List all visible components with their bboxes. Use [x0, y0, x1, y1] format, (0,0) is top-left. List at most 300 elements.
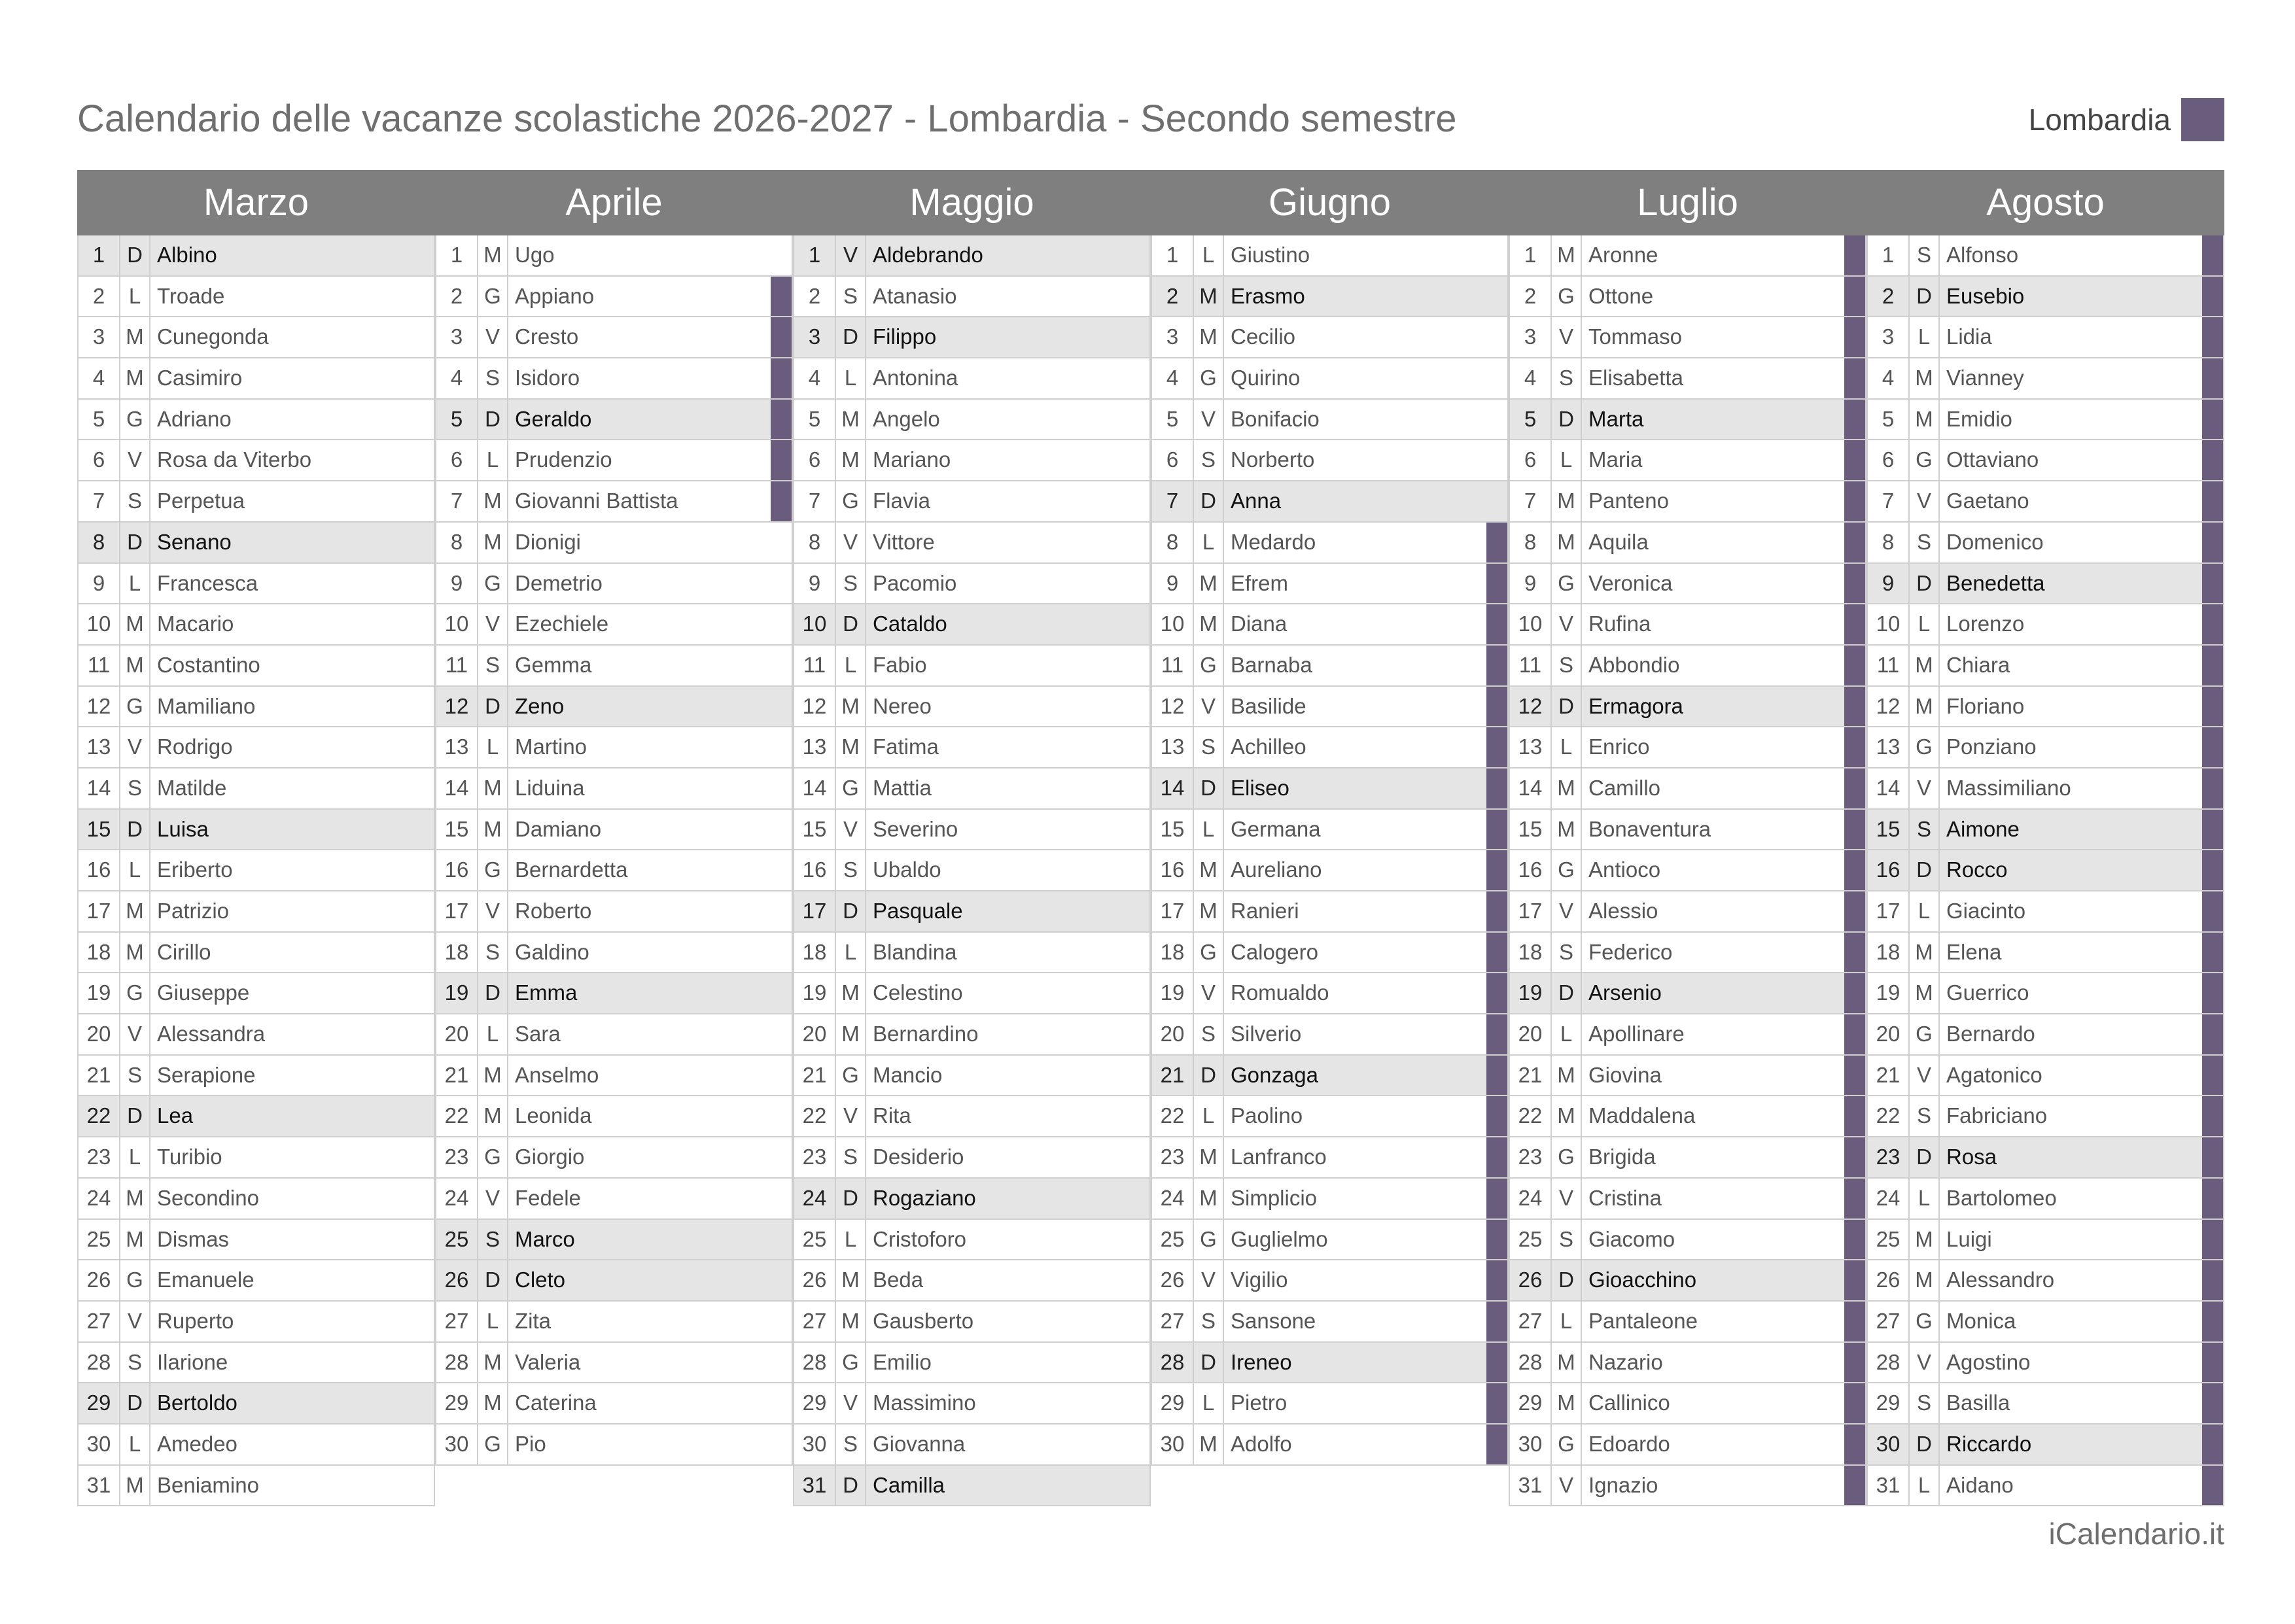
day-number: 30 [436, 1425, 478, 1464]
weekday-letter: L [1194, 1096, 1224, 1136]
day-number: 24 [436, 1179, 478, 1218]
saint-name: Basilide [1231, 693, 1306, 718]
saint-name: Ireneo [1231, 1349, 1292, 1374]
weekday-letter: L [120, 277, 150, 317]
day-row [1151, 810, 1509, 851]
day-row [1151, 523, 1509, 564]
day-number: 29 [1152, 1383, 1194, 1423]
weekday-letter: S [1910, 235, 1940, 275]
day-number: 13 [1152, 727, 1194, 767]
day-row [1866, 1425, 2224, 1466]
weekday-letter: S [1194, 1014, 1224, 1054]
day-row [1509, 523, 1866, 564]
weekday-letter: M [120, 1466, 150, 1506]
day-number: 4 [1868, 358, 1910, 398]
day-number: 5 [436, 400, 478, 440]
day-number: 26 [1152, 1260, 1194, 1300]
day-row [793, 1383, 1151, 1425]
saint-name: Ottone [1588, 283, 1654, 308]
day-number: 12 [1510, 687, 1552, 727]
saint-name: Francesca [157, 570, 258, 595]
day-row [435, 1014, 793, 1056]
weekday-letter: D [836, 1466, 866, 1506]
weekday-letter: M [1194, 604, 1224, 644]
day-row [435, 973, 793, 1014]
day-number: 16 [1152, 850, 1194, 890]
weekday-letter: D [1910, 277, 1940, 317]
weekday-letter: S [120, 1056, 150, 1096]
day-number: 27 [1152, 1302, 1194, 1341]
saint-name: Zeno [515, 693, 565, 718]
day-row [1509, 1137, 1866, 1179]
vacation-marker [2202, 1260, 2223, 1300]
day-row [1866, 1343, 2224, 1384]
weekday-letter: D [1194, 1056, 1224, 1096]
weekday-letter: V [1910, 1343, 1940, 1383]
day-number: 18 [79, 933, 120, 973]
weekday-letter: M [836, 400, 866, 440]
weekday-letter: L [1552, 727, 1582, 767]
day-row [1509, 564, 1866, 605]
day-row [1151, 973, 1509, 1014]
vacation-marker [1844, 317, 1865, 357]
saint-name: Ranieri [1231, 899, 1299, 923]
vacation-marker [1486, 523, 1507, 562]
day-number: 21 [1868, 1056, 1910, 1096]
saint-name: Leonida [515, 1103, 592, 1128]
day-number: 21 [1152, 1056, 1194, 1096]
weekday-letter: D [1910, 564, 1940, 604]
weekday-letter: S [120, 769, 150, 808]
day-number: 8 [1510, 523, 1552, 562]
vacation-marker [1844, 277, 1865, 317]
weekday-letter: M [1194, 1425, 1224, 1464]
day-number: 8 [1868, 523, 1910, 562]
saint-name: Guglielmo [1231, 1226, 1328, 1251]
weekday-letter: G [1552, 1137, 1582, 1177]
weekday-letter: D [1552, 687, 1582, 727]
day-number: 29 [436, 1383, 478, 1423]
day-row [435, 891, 793, 933]
day-number: 27 [794, 1302, 836, 1341]
saint-name: Secondino [157, 1185, 259, 1210]
day-number: 2 [1510, 277, 1552, 317]
saint-name: Fabriciano [1946, 1103, 2048, 1128]
vacation-marker [2202, 440, 2223, 480]
saint-name: Alessio [1588, 899, 1658, 923]
day-row [1151, 358, 1509, 400]
day-number: 25 [436, 1220, 478, 1260]
month-header: Giugno [1151, 170, 1509, 235]
weekday-letter: S [1194, 727, 1224, 767]
saint-name: Cristoforo [873, 1226, 967, 1251]
day-number: 7 [794, 481, 836, 521]
day-row [793, 973, 1151, 1014]
weekday-letter: M [1552, 523, 1582, 562]
saint-name: Elisabetta [1588, 366, 1683, 390]
saint-name: Demetrio [515, 570, 603, 595]
vacation-marker [2202, 564, 2223, 604]
saint-name: Pio [515, 1431, 546, 1456]
weekday-letter: M [836, 1014, 866, 1054]
day-row [77, 235, 435, 277]
day-number: 2 [436, 277, 478, 317]
day-row [77, 358, 435, 400]
vacation-marker [2202, 1096, 2223, 1136]
vacation-marker [2202, 1137, 2223, 1177]
weekday-letter: M [120, 604, 150, 644]
day-row [435, 933, 793, 974]
vacation-marker [1844, 933, 1865, 973]
weekday-letter: V [1194, 687, 1224, 727]
day-number: 4 [794, 358, 836, 398]
saint-name: Adolfo [1231, 1431, 1292, 1456]
weekday-letter: M [836, 1260, 866, 1300]
saint-name: Rosa da Viterbo [157, 447, 312, 472]
weekday-letter: M [120, 646, 150, 685]
day-number: 19 [794, 973, 836, 1013]
month-header: Aprile [435, 170, 793, 235]
day-row [1509, 933, 1866, 974]
saint-name: Serapione [157, 1062, 256, 1087]
weekday-letter: L [478, 727, 508, 767]
saint-name: Edoardo [1588, 1431, 1670, 1456]
day-number: 10 [794, 604, 836, 644]
saint-name: Gaetano [1946, 489, 2029, 513]
weekday-letter: M [478, 481, 508, 521]
day-row [435, 277, 793, 318]
day-row [1866, 933, 2224, 974]
saint-name: Ubaldo [873, 857, 941, 882]
day-number: 1 [436, 235, 478, 275]
weekday-letter: G [836, 769, 866, 808]
vacation-marker [1844, 769, 1865, 808]
day-row [1866, 1383, 2224, 1425]
weekday-letter: M [1194, 277, 1224, 317]
day-row [793, 358, 1151, 400]
day-row [1866, 1056, 2224, 1097]
weekday-letter: G [1910, 1014, 1940, 1054]
vacation-marker [1844, 481, 1865, 521]
weekday-letter: S [1552, 358, 1582, 398]
day-number: 17 [1868, 891, 1910, 931]
vacation-marker [1486, 810, 1507, 850]
saint-name: Basilla [1946, 1391, 2010, 1415]
day-row [77, 1343, 435, 1384]
day-number: 21 [794, 1056, 836, 1096]
day-number: 12 [1868, 687, 1910, 727]
vacation-marker [2202, 523, 2223, 562]
saint-name: Federico [1588, 939, 1673, 964]
weekday-letter: D [836, 891, 866, 931]
weekday-letter: V [1194, 400, 1224, 440]
day-row [1151, 481, 1509, 523]
day-row [435, 810, 793, 851]
saint-name: Aimone [1946, 816, 2020, 841]
saint-name: Zita [515, 1308, 552, 1333]
day-row [793, 1302, 1151, 1343]
weekday-letter: S [836, 277, 866, 317]
day-number: 24 [794, 1179, 836, 1218]
weekday-letter: V [836, 810, 866, 850]
saint-name: Cirillo [157, 939, 211, 964]
day-row [1509, 277, 1866, 318]
day-row [77, 1137, 435, 1179]
vacation-marker [1486, 891, 1507, 931]
day-row [1509, 1302, 1866, 1343]
weekday-letter: L [1910, 317, 1940, 357]
day-row [77, 1466, 435, 1507]
saint-name: Dismas [157, 1226, 230, 1251]
saint-name: Severino [873, 816, 958, 841]
saint-name: Lanfranco [1231, 1145, 1327, 1169]
day-row [1151, 1014, 1509, 1056]
weekday-letter: M [1910, 933, 1940, 973]
vacation-marker [1844, 604, 1865, 644]
saint-name: Lorenzo [1946, 612, 2025, 636]
day-number: 18 [436, 933, 478, 973]
day-row [1151, 1260, 1509, 1302]
day-row [793, 891, 1151, 933]
weekday-letter: G [836, 481, 866, 521]
vacation-marker [1486, 973, 1507, 1013]
day-number: 19 [1510, 973, 1552, 1013]
weekday-letter: D [1194, 481, 1224, 521]
saint-name: Valeria [515, 1349, 581, 1374]
day-row [1866, 1137, 2224, 1179]
vacation-marker [2202, 235, 2223, 275]
weekday-letter: M [478, 810, 508, 850]
saint-name: Bernardo [1946, 1022, 2035, 1046]
weekday-letter: M [478, 769, 508, 808]
weekday-letter: M [1194, 564, 1224, 604]
day-number: 13 [79, 727, 120, 767]
day-number: 27 [1868, 1302, 1910, 1341]
day-row [1151, 1220, 1509, 1261]
weekday-letter: L [478, 440, 508, 480]
saint-name: Cunegonda [157, 324, 269, 349]
day-number: 8 [1152, 523, 1194, 562]
saint-name: Massimiliano [1946, 775, 2071, 800]
saint-name: Ponziano [1946, 734, 2037, 759]
saint-name: Gausberto [873, 1308, 974, 1333]
vacation-marker [2202, 1179, 2223, 1218]
day-row [1866, 523, 2224, 564]
saint-name: Medardo [1231, 529, 1316, 554]
weekday-letter: M [1194, 850, 1224, 890]
day-row [1509, 1466, 1866, 1507]
weekday-letter: V [1910, 481, 1940, 521]
day-row [77, 317, 435, 358]
day-number: 4 [1152, 358, 1194, 398]
day-number: 8 [79, 523, 120, 562]
vacation-marker [1486, 769, 1507, 808]
day-row [1509, 973, 1866, 1014]
day-row [1151, 277, 1509, 318]
day-row [1509, 604, 1866, 646]
saint-name: Diana [1231, 612, 1288, 636]
legend-label: Lombardia [2028, 103, 2171, 137]
day-number: 23 [794, 1137, 836, 1177]
calendar-grid [77, 170, 2224, 1506]
saint-name: Eriberto [157, 857, 233, 882]
day-row [793, 727, 1151, 769]
saint-name: Eliseo [1231, 775, 1289, 800]
saint-name: Aureliano [1231, 857, 1322, 882]
vacation-marker [1486, 604, 1507, 644]
day-row [1151, 400, 1509, 441]
saint-name: Dionigi [515, 529, 581, 554]
weekday-letter: L [1194, 523, 1224, 562]
day-number: 26 [794, 1260, 836, 1300]
weekday-letter: G [120, 1260, 150, 1300]
weekday-letter: S [1552, 933, 1582, 973]
month-column [1151, 170, 1509, 1506]
month-column [77, 170, 435, 1506]
day-row [77, 891, 435, 933]
weekday-letter: M [836, 727, 866, 767]
weekday-letter: M [1194, 317, 1224, 357]
saint-name: Massimino [873, 1391, 976, 1415]
vacation-marker [2202, 1014, 2223, 1054]
day-row [1509, 810, 1866, 851]
day-row [1866, 1466, 2224, 1507]
weekday-letter: V [1910, 769, 1940, 808]
day-number: 15 [79, 810, 120, 850]
weekday-letter: S [478, 933, 508, 973]
vacation-marker [1844, 850, 1865, 890]
vacation-marker [1486, 933, 1507, 973]
vacation-marker [1844, 891, 1865, 931]
vacation-marker [1844, 1137, 1865, 1177]
weekday-letter: L [478, 1302, 508, 1341]
day-row [77, 687, 435, 728]
weekday-letter: M [120, 358, 150, 398]
weekday-letter: D [478, 1260, 508, 1300]
weekday-letter: S [1910, 810, 1940, 850]
weekday-letter: D [836, 1179, 866, 1218]
day-number: 23 [436, 1137, 478, 1177]
weekday-letter: S [836, 1425, 866, 1464]
day-row [793, 850, 1151, 891]
vacation-marker [1844, 1179, 1865, 1218]
vacation-marker [2202, 358, 2223, 398]
day-row [1509, 317, 1866, 358]
saint-name: Cecilio [1231, 324, 1296, 349]
weekday-letter: L [1910, 1466, 1940, 1506]
saint-name: Rocco [1946, 857, 2008, 882]
day-row [1151, 1096, 1509, 1137]
day-row [1509, 1056, 1866, 1097]
day-row [793, 277, 1151, 318]
weekday-letter: V [120, 727, 150, 767]
weekday-letter: M [836, 973, 866, 1013]
day-row [1151, 769, 1509, 810]
day-number: 24 [1152, 1179, 1194, 1218]
day-number: 17 [1152, 891, 1194, 931]
vacation-marker [2202, 400, 2223, 440]
day-row [435, 523, 793, 564]
saint-name: Tommaso [1588, 324, 1683, 349]
legend-swatch [2181, 98, 2224, 141]
weekday-letter: D [1910, 850, 1940, 890]
day-number: 29 [794, 1383, 836, 1423]
day-number: 18 [1868, 933, 1910, 973]
weekday-letter: S [478, 646, 508, 685]
month-header: Marzo [77, 170, 435, 235]
weekday-letter: M [1910, 687, 1940, 727]
weekday-letter: M [1910, 1220, 1940, 1260]
weekday-letter: V [120, 1302, 150, 1341]
saint-name: Bertoldo [157, 1391, 237, 1415]
day-row [793, 1343, 1151, 1384]
saint-name: Bonifacio [1231, 406, 1320, 431]
day-number: 28 [1152, 1343, 1194, 1383]
saint-name: Vittore [873, 529, 935, 554]
day-number: 3 [1510, 317, 1552, 357]
day-row [435, 235, 793, 277]
saint-name: Aronne [1588, 243, 1658, 267]
day-number: 28 [79, 1343, 120, 1383]
saint-name: Germana [1231, 816, 1321, 841]
day-row [1151, 1056, 1509, 1097]
saint-name: Ermagora [1588, 693, 1683, 718]
day-number: 29 [79, 1383, 120, 1423]
saint-name: Rufina [1588, 612, 1651, 636]
saint-name: Troade [157, 283, 225, 308]
saint-name: Camilla [873, 1472, 945, 1497]
weekday-letter: G [1910, 727, 1940, 767]
weekday-letter: D [1910, 1425, 1940, 1464]
day-number: 31 [79, 1466, 120, 1506]
weekday-letter: V [1552, 1466, 1582, 1506]
weekday-letter: S [1194, 440, 1224, 480]
weekday-letter: M [478, 1343, 508, 1383]
weekday-letter: M [478, 1383, 508, 1423]
day-number: 26 [1510, 1260, 1552, 1300]
saint-name: Beniamino [157, 1472, 259, 1497]
day-number: 18 [1510, 933, 1552, 973]
day-row [77, 769, 435, 810]
day-number: 30 [1868, 1425, 1910, 1464]
weekday-letter: D [1552, 400, 1582, 440]
day-row [77, 523, 435, 564]
weekday-letter: V [478, 317, 508, 357]
saint-name: Pasquale [873, 899, 963, 923]
saint-name: Ruperto [157, 1308, 234, 1333]
day-row [1866, 850, 2224, 891]
day-number: 3 [1152, 317, 1194, 357]
vacation-marker [771, 277, 792, 317]
weekday-letter: D [120, 810, 150, 850]
vacation-marker [2202, 317, 2223, 357]
saint-name: Norberto [1231, 447, 1315, 472]
day-number: 5 [794, 400, 836, 440]
day-number: 6 [436, 440, 478, 480]
day-row [1509, 1425, 1866, 1466]
day-row [77, 604, 435, 646]
day-number: 19 [436, 973, 478, 1013]
vacation-marker [1844, 564, 1865, 604]
month-column [1509, 170, 1866, 1506]
weekday-letter: V [120, 1014, 150, 1054]
saint-name: Senano [157, 529, 232, 554]
weekday-letter: M [478, 523, 508, 562]
saint-name: Rita [873, 1103, 911, 1128]
day-number: 14 [794, 769, 836, 808]
saint-name: Camillo [1588, 775, 1661, 800]
saint-name: Rodrigo [157, 734, 233, 759]
